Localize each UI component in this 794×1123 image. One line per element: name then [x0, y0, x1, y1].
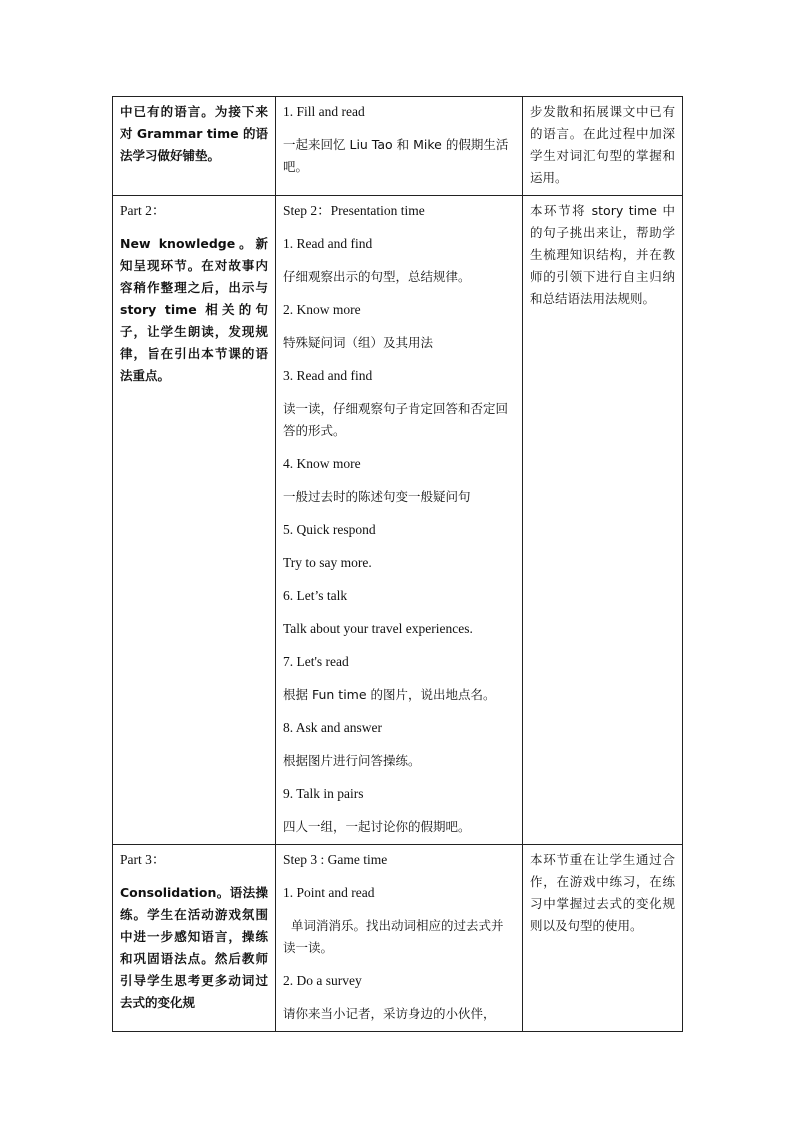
- purpose-text: 本环节重在让学生通过合作，在游戏中练习，在练习中掌握过去式的变化规则以及句型的使用。: [530, 852, 675, 933]
- stage-description-cell: [113, 845, 276, 1032]
- activity-title: 1. Read and find: [283, 236, 373, 251]
- activity-description: 单词消消乐。找出动词相应的过去式并读一读。: [283, 918, 504, 955]
- purpose-text: 步发散和拓展课文中已有的语言。在此过程中加深学生对词汇句型的掌握和运用。: [530, 104, 675, 185]
- table-row: [113, 196, 683, 845]
- activity-title: 6. Let’s talk: [283, 588, 348, 603]
- activity-title: 1. Point and read: [283, 885, 375, 900]
- activity-title: 1. Fill and read: [283, 104, 365, 119]
- activity-title: 8. Ask and answer: [283, 720, 382, 735]
- activity-title: 7. Let's read: [283, 654, 349, 669]
- step-heading: Step 3 : Game time: [283, 852, 388, 867]
- activity-cell: [276, 845, 523, 1032]
- activity-description: 读一读，仔细观察句子肯定回答和否定回答的形式。: [283, 401, 509, 438]
- stage-description: New knowledge。新知呈现环节。在对故事内容稍作整理之后，出示与 story time 相关的句子，让学生朗读，发现规律，旨在引出本节课的语法重点。: [120, 236, 268, 383]
- activity-description: 一起来回忆 Liu Tao 和 Mike 的假期生活吧。: [283, 137, 509, 174]
- purpose-cell: [523, 845, 683, 1032]
- purpose-cell: [523, 196, 683, 845]
- activity-description: 根据图片进行问答操练。: [283, 753, 421, 768]
- activity-description: 四人一组，一起讨论你的假期吧。: [283, 819, 471, 834]
- stage-description-cell: [113, 97, 276, 196]
- purpose-cell: [523, 97, 683, 196]
- activity-title: 5. Quick respond: [283, 522, 376, 537]
- activity-title: 2. Do a survey: [283, 973, 362, 988]
- stage-description: 中已有的语言。为接下来对 Grammar time 的语法学习做好铺垫。: [120, 104, 268, 163]
- activity-cell: [276, 97, 523, 196]
- activity-description: 根据 Fun time 的图片，说出地点名。: [283, 687, 496, 702]
- stage-description: Consolidation。语法操练。学生在活动游戏氛围中进一步感知语言，操练和巩固语法点。然后教师引导学生思考更多动词过去式的变化规: [120, 885, 268, 1010]
- activity-description: 一般过去时的陈述句变一般疑问句: [283, 489, 471, 504]
- activity-description: 特殊疑问词（组）及其用法: [283, 335, 434, 350]
- table-row: [113, 97, 683, 196]
- activity-description: 仔细观察出示的句型，总结规律。: [283, 269, 471, 284]
- part-heading: Part 2：: [120, 203, 166, 218]
- lesson-plan-table: [112, 96, 683, 1032]
- activity-title: 3. Read and find: [283, 368, 373, 383]
- activity-description: Try to say more.: [283, 555, 372, 570]
- activity-cell: [276, 196, 523, 845]
- activity-title: 2. Know more: [283, 302, 361, 317]
- activity-description: 请你来当小记者，采访身边的小伙伴，: [283, 1006, 496, 1021]
- part-heading: Part 3：: [120, 852, 166, 867]
- activity-title: 9. Talk in pairs: [283, 786, 364, 801]
- purpose-text: 本环节将 story time 中的句子挑出来让，帮助学生梳理知识结构，并在教师的引领下进行自主归纳和总结语法用法规则。: [530, 203, 675, 306]
- table-row: [113, 845, 683, 1032]
- stage-description-cell: [113, 196, 276, 845]
- activity-title: 4. Know more: [283, 456, 361, 471]
- activity-description: Talk about your travel experiences.: [283, 621, 473, 636]
- step-heading: Step 2：Presentation time: [283, 203, 425, 218]
